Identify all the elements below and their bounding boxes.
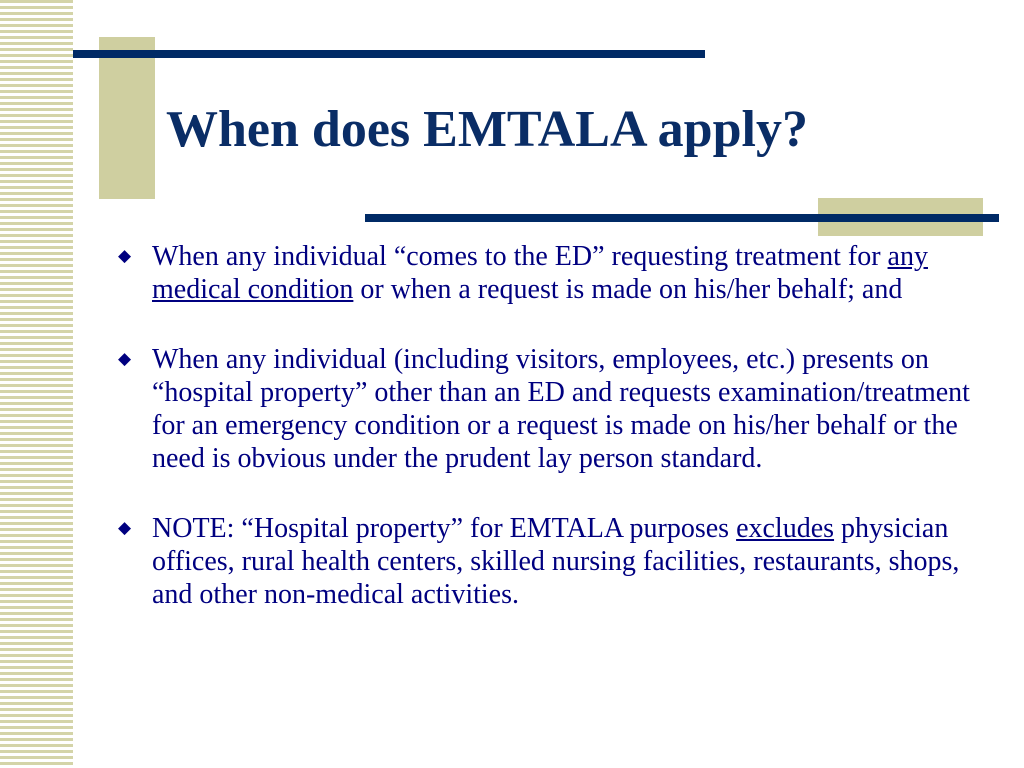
bullet-text: When any individual (including visitors, employees, etc.) presents on “hospital property” other than an ED and requests examination/treatment for an emergency condition or a request is made on his/her behalf or the need is obvious under the prudent lay person standard. [152, 344, 970, 474]
bullet-item [118, 240, 988, 306]
bullet-text-before: When any individual “comes to the ED” requesting treatment for [152, 241, 888, 272]
bullet-text-after: physician offices, rural health centers, skilled nursing facilities, restaurants, shops, and other non-medical activities. [152, 513, 960, 610]
bullet-text-underlined: excludes [736, 513, 835, 544]
slide-title: When does EMTALA apply? [166, 101, 808, 158]
striped-side-border [0, 0, 73, 768]
bullet-item [118, 343, 988, 475]
title-top-rule [73, 50, 705, 58]
bullet-text-after: or when a request is made on his/her behalf; and [353, 274, 903, 305]
title-accent-block [99, 37, 155, 199]
bullet-list [118, 240, 988, 611]
bullet-text-underlined: any medical condition [152, 241, 928, 305]
bullet-text-before: NOTE: “Hospital property” for EMTALA purposes [152, 513, 737, 544]
title-bottom-rule [365, 214, 999, 222]
diamond-bullet-icon: ◆ [118, 518, 132, 537]
diamond-bullet-icon: ◆ [118, 246, 132, 265]
diamond-bullet-icon: ◆ [118, 349, 132, 368]
bullet-item [118, 512, 988, 611]
